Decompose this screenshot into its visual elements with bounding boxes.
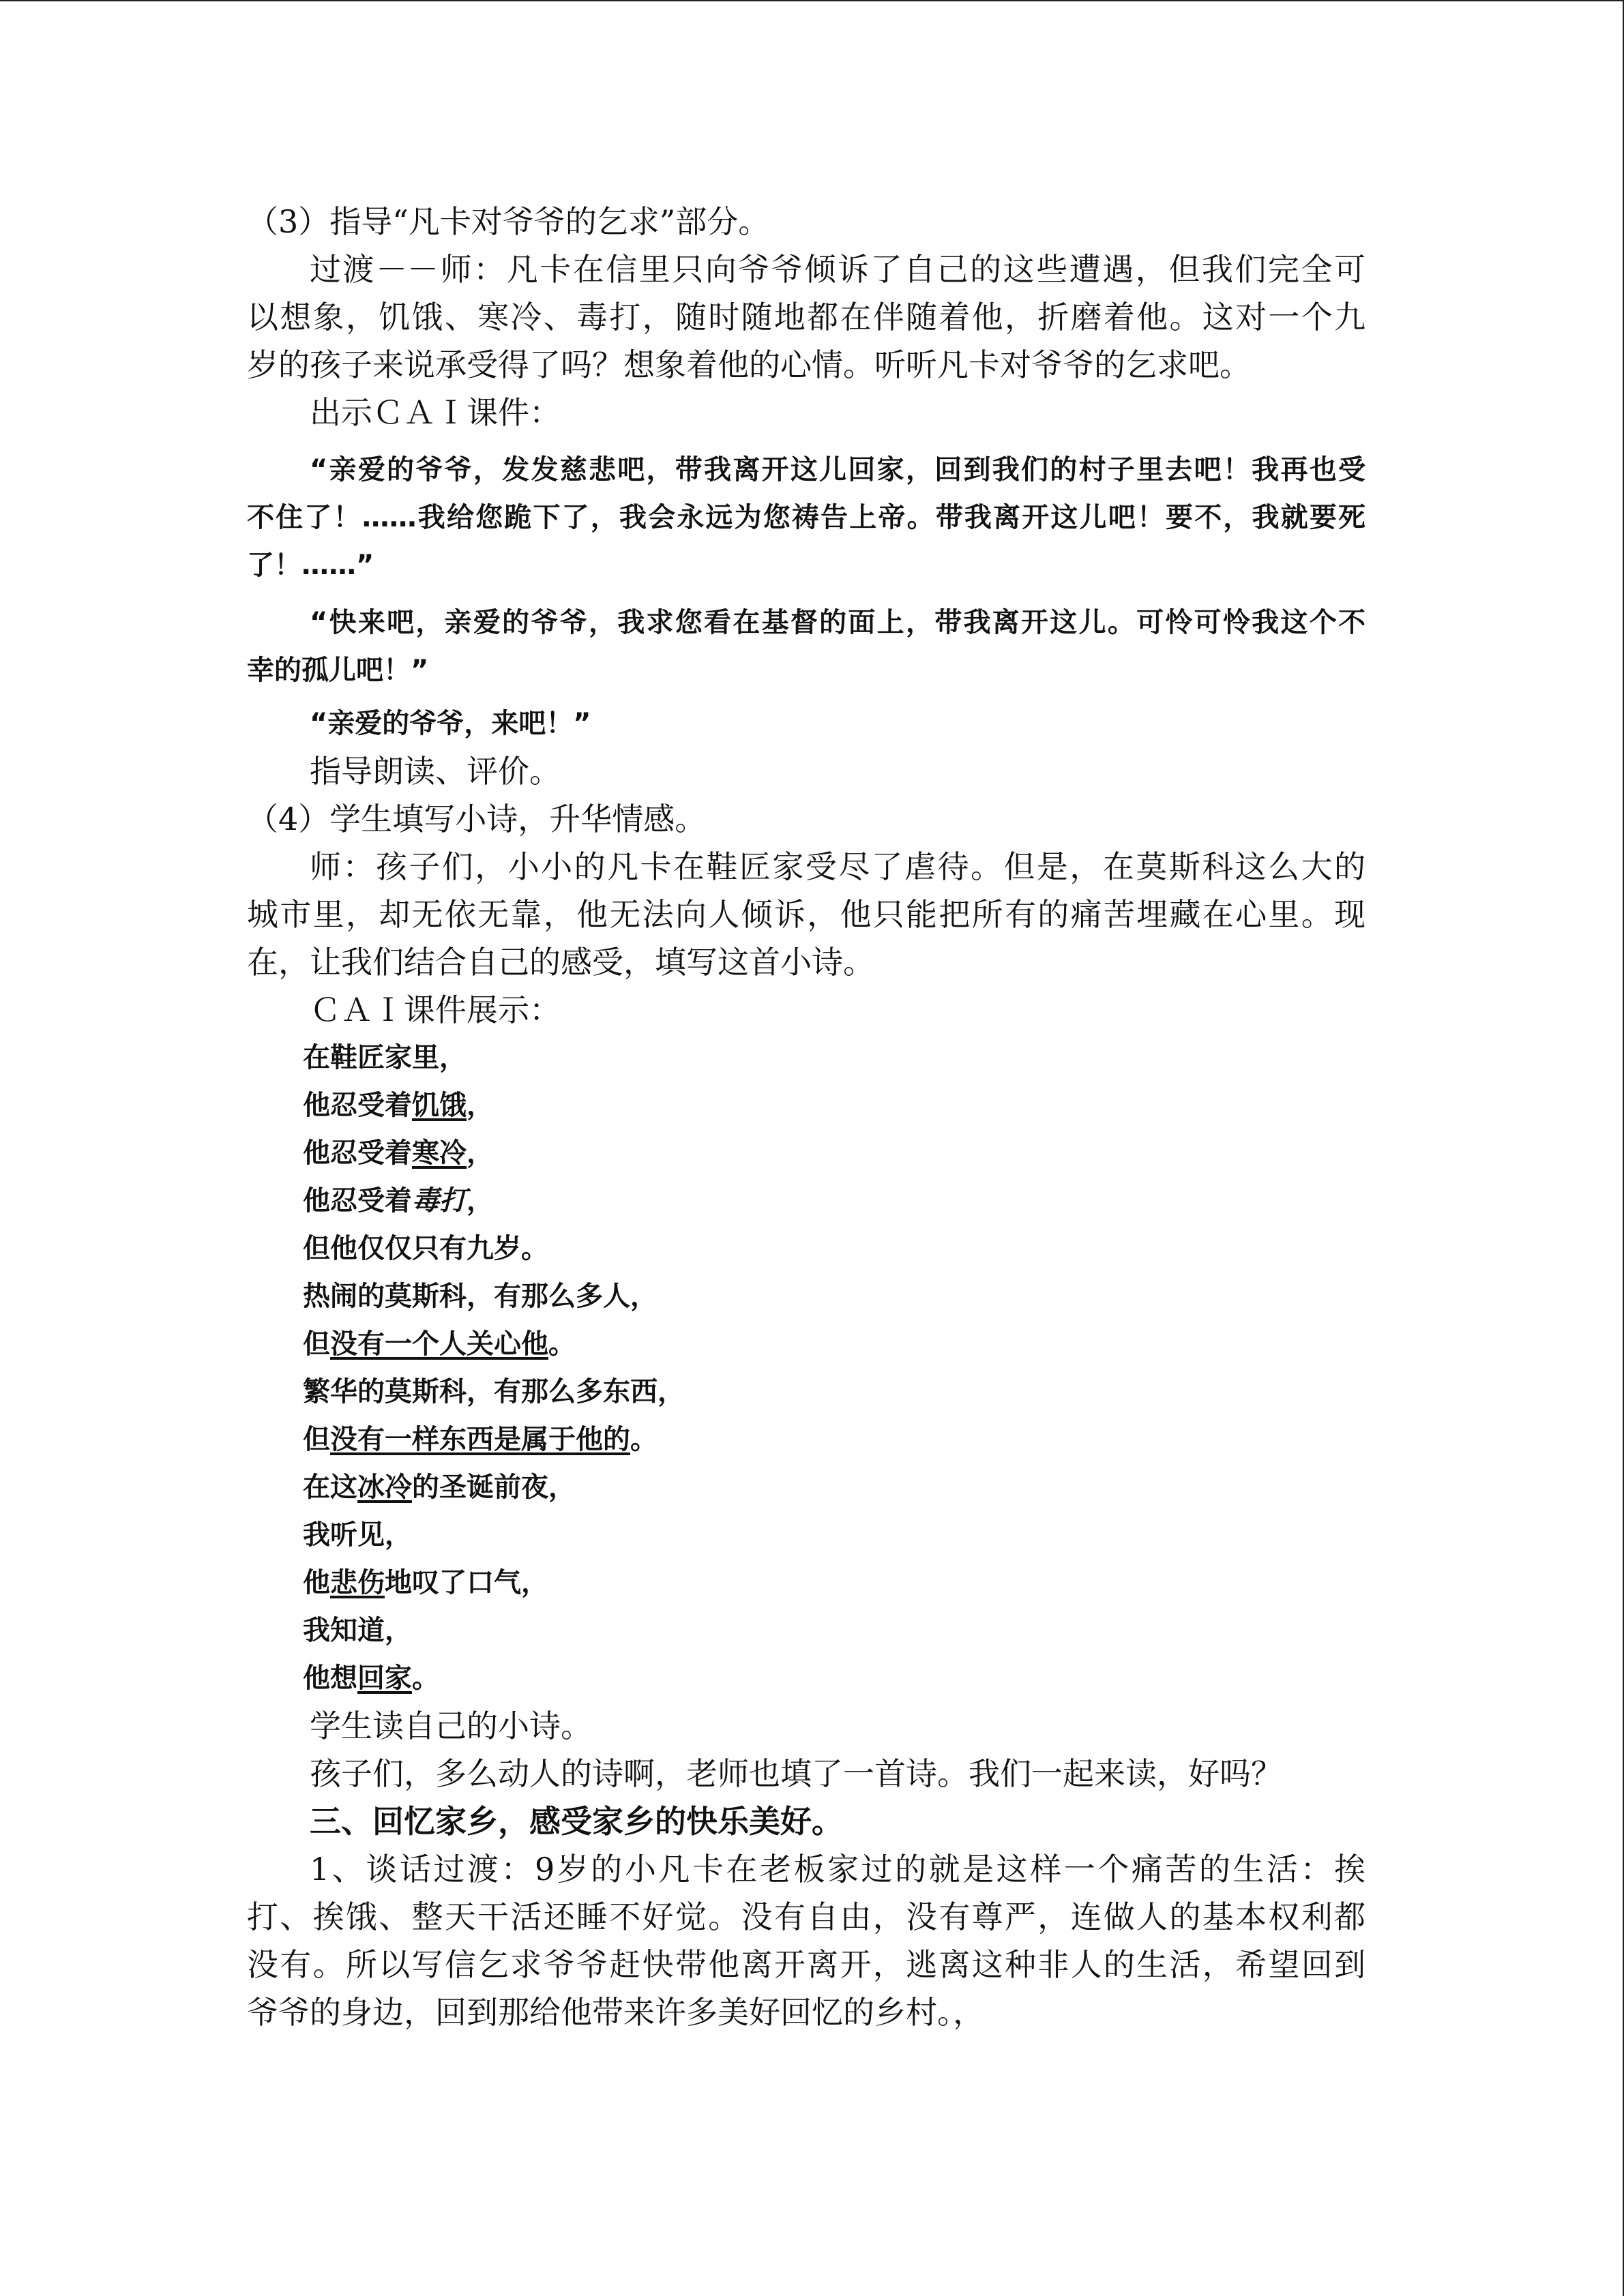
poem-line-4 (247, 1177, 1365, 1225)
teacher-line-2: 城市里，却无依无靠，他无法向人倾诉，他只能把所有的痛苦埋藏在心里。现 (247, 896, 1365, 933)
part3-line-2: 打、挨饿、整天干活还睡不好觉。没有自由，没有尊严，连做人的基本权利都 (247, 1898, 1365, 1935)
teacher-poem: 孩子们，多么动人的诗啊，老师也填了一首诗。我们一起来读，好吗？ (310, 1755, 1282, 1792)
section3-heading: （3）指导“凡卡对爷爷的乞求”部分。 (247, 203, 770, 240)
poem-line-14-punct: 。 (412, 1663, 439, 1694)
page-top-border (0, 0, 1624, 1)
transition-line-2: 以想象，饥饿、寒冷、毒打，随时随地都在伴随着他，折磨着他。这对一个九 (247, 299, 1365, 336)
poem-line-3-text: 他忍受着 (303, 1137, 412, 1169)
quote2-line-2: 幸的孤儿吧！” (247, 655, 429, 686)
poem-line-13: 我知道， (303, 1615, 412, 1646)
poem-line-3 (247, 1129, 1365, 1177)
poem-blank-cold: 寒冷 (412, 1137, 467, 1169)
poem-line-11: 我听见， (303, 1519, 412, 1551)
quote1-line-2: 不住了！……我给您跪下了，我会永远为您祷告上帝。带我离开这儿吧！要不，我就要死 (247, 502, 1365, 533)
part3-heading: 三、回忆家乡，感受家乡的快乐美好。 (310, 1803, 843, 1840)
transition-line-1: 过渡－－师：凡卡在信里只向爷爷倾诉了自己的这些遭遇，但我们完全可 (310, 251, 1365, 288)
poem-line-12 (247, 1559, 1365, 1607)
poem-blank-icy: 冰冷 (357, 1472, 412, 1503)
poem-line-14 (247, 1654, 1365, 1702)
part3-line-3: 没有。所以写信乞求爷爷赶快带他离开离开，逃离这种非人的生活，希望回到 (247, 1946, 1365, 1983)
poem-line-10-text: 在这 (303, 1472, 357, 1503)
poem-line-7-punct: 。 (548, 1328, 576, 1360)
poem-line-2-punct: ， (467, 1090, 494, 1121)
quote1-line-3: 了！……” (247, 550, 374, 581)
poem-blank-nobody-cares: 没有一个人关心他 (330, 1328, 548, 1360)
cai-label-1: 出示ＣＡＩ课件： (310, 394, 561, 431)
poem-blank-nothing-his: 没有一样东西是属于他的 (330, 1424, 630, 1455)
poem-line-4-text: 他忍受着 (303, 1185, 412, 1217)
poem-line-10-rest: 的圣诞前夜， (412, 1472, 576, 1503)
document-page (247, 198, 1365, 2036)
poem-line-2 (247, 1082, 1365, 1129)
cai-label-2: ＣＡＩ课件展示： (310, 992, 561, 1028)
quote1-line-1: “亲爱的爷爷，发发慈悲吧，带我离开这儿回家，回到我们的村子里去吧！我再也受 (310, 454, 1365, 486)
guide-reading: 指导朗读、评价。 (310, 753, 561, 790)
poem-line-2-text: 他忍受着 (303, 1090, 412, 1121)
quote3: “亲爱的爷爷，来吧！” (310, 708, 591, 739)
poem-blank-beating: 毒打 (412, 1185, 467, 1217)
part3-line-1: 1、谈话过渡：9岁的小凡卡在老板家过的就是这样一个痛苦的生活：挨 (310, 1851, 1365, 1888)
poem-line-3-punct: ， (467, 1137, 494, 1169)
poem-line-8: 繁华的莫斯科，有那么多东西， (303, 1376, 685, 1407)
poem-line-12-text: 他 (303, 1567, 330, 1598)
poem-line-9-text: 但 (303, 1424, 330, 1455)
poem-line-14-text: 他想 (303, 1663, 357, 1694)
quote2-line-1: “快来吧，亲爱的爷爷，我求您看在基督的面上，带我离开这儿。可怜可怜我这个不 (310, 607, 1365, 638)
teacher-line-3: 在，让我们结合自己的感受，填写这首小诗。 (247, 944, 874, 981)
part3-line-4: 爷爷的身边，回到那给他带来许多美好回忆的乡村。， (247, 1994, 984, 2031)
poem-blank-home: 回家 (357, 1663, 412, 1694)
poem-line-5: 但他仅仅只有九岁。 (303, 1233, 548, 1264)
poem-line-10 (247, 1463, 1365, 1511)
poem-line-12-rest: 地叹了口气， (385, 1567, 548, 1598)
poem-blank-hunger: 饥饿 (412, 1090, 467, 1121)
poem-line-1: 在鞋匠家里， (303, 1042, 467, 1073)
poem-line-6: 热闹的莫斯科，有那么多人， (303, 1281, 658, 1312)
teacher-line-1: 师：孩子们，小小的凡卡在鞋匠家受尽了虐待。但是，在莫斯科这么大的 (310, 848, 1365, 885)
student-read: 学生读自己的小诗。 (310, 1708, 592, 1744)
section4-heading: （4）学生填写小诗，升华情感。 (247, 801, 707, 837)
poem-line-9-punct: 。 (630, 1424, 658, 1455)
poem-line-7-text: 但 (303, 1328, 330, 1360)
transition-line-3: 岁的孩子来说承受得了吗？想象着他的心情。听听凡卡对爷爷的乞求吧。 (247, 346, 1251, 383)
poem-blank-sad: 悲伤 (330, 1567, 385, 1598)
poem-line-4-punct: ， (467, 1185, 494, 1217)
poem-line-7 (247, 1320, 1365, 1368)
poem-line-9 (247, 1416, 1365, 1463)
